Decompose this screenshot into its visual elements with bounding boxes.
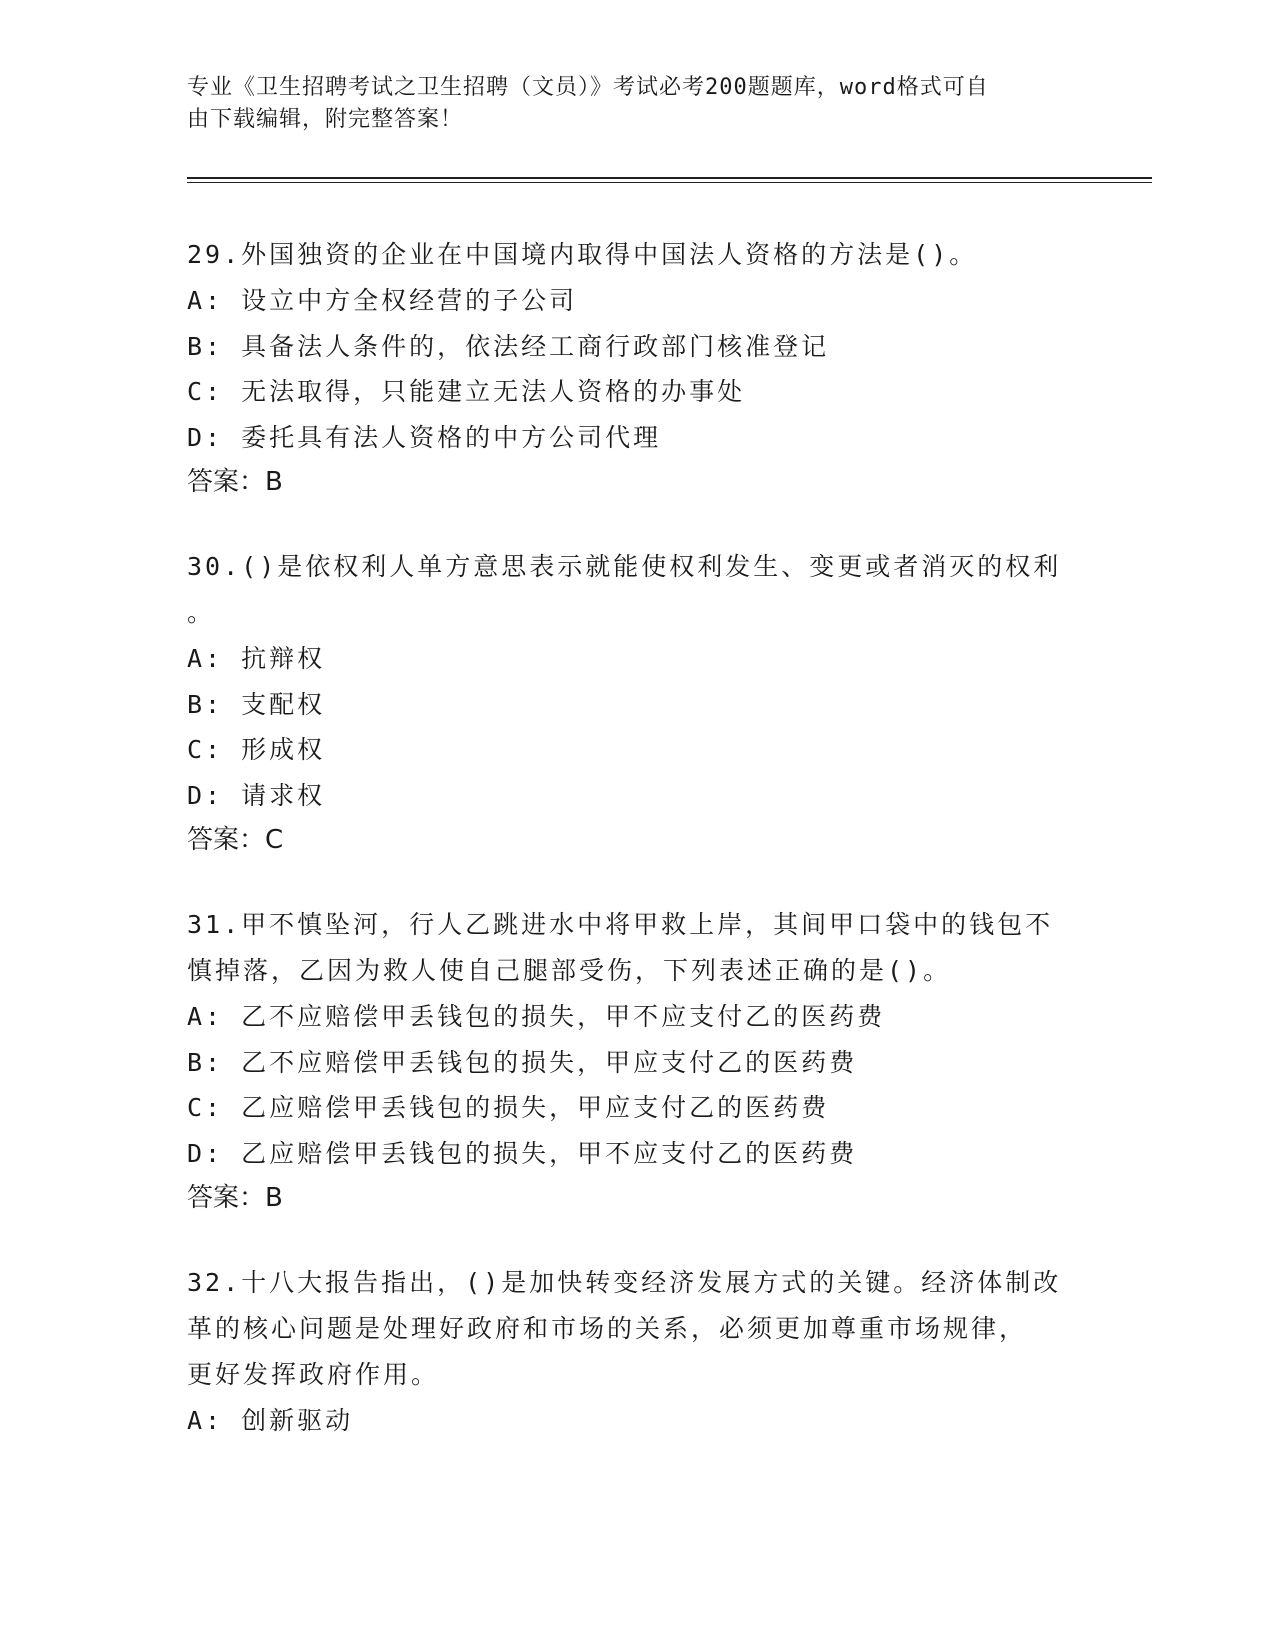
option-a: A: 抗辩权	[187, 644, 326, 673]
option-a: A: 设立中方全权经营的子公司	[187, 286, 578, 315]
question-text: 29.外国独资的企业在中国境内取得中国法人资格的方法是()。	[187, 240, 978, 269]
answer-text: 答案：B	[187, 1183, 283, 1213]
question-31	[187, 902, 1067, 1221]
question-text-continued: 革的核心问题是处理好政府和市场的关系，必须更加尊重市场规律，	[187, 1314, 1028, 1343]
question-text: 30.()是依权利人单方意思表示就能使权利发生、变更或者消灭的权利	[187, 552, 1062, 581]
question-list	[187, 232, 1067, 1483]
question-text-continued: 慎掉落，乙因为救人使自己腿部受伤，下列表述正确的是()。	[187, 956, 952, 985]
question-29	[187, 232, 1067, 505]
question-30	[187, 544, 1067, 863]
option-b: B: 具备法人条件的，依法经工商行政部门核准登记	[187, 331, 830, 361]
answer-text: 答案：B	[187, 467, 283, 497]
header-divider	[187, 177, 1152, 179]
option-d: D: 委托具有法人资格的中方公司代理	[187, 422, 662, 452]
option-c: C: 形成权	[187, 735, 326, 764]
option-d: D: 乙应赔偿甲丢钱包的损失，甲不应支付乙的医药费	[187, 1138, 858, 1168]
header-line-2: 由下载编辑，附完整答案！	[187, 107, 464, 132]
option-c: C: 乙应赔偿甲丢钱包的损失，甲应支付乙的医药费	[187, 1093, 830, 1122]
option-d: D: 请求权	[187, 780, 326, 810]
option-a: A: 乙不应赔偿甲丢钱包的损失，甲不应支付乙的医药费	[187, 1002, 886, 1031]
header-divider-thin	[187, 182, 1152, 183]
option-a: A: 创新驱动	[187, 1406, 354, 1435]
option-b: B: 支配权	[187, 689, 326, 719]
question-text: 31.甲不慎坠河，行人乙跳进水中将甲救上岸，其间甲口袋中的钱包不	[187, 910, 1054, 939]
answer-text: 答案：C	[187, 825, 284, 855]
document-header	[187, 72, 1067, 136]
header-line-1: 专业《卫生招聘考试之卫生招聘（文员）》考试必考200题题库，word格式可自	[187, 75, 989, 100]
question-32	[187, 1260, 1067, 1444]
question-text-continued: 。	[187, 598, 216, 627]
option-b: B: 乙不应赔偿甲丢钱包的损失，甲应支付乙的医药费	[187, 1047, 858, 1077]
option-c: C: 无法取得，只能建立无法人资格的办事处	[187, 377, 746, 406]
question-text-continued: 更好发挥政府作用。	[187, 1360, 440, 1389]
question-text: 32.十八大报告指出，()是加快转变经济发展方式的关键。经济体制改	[187, 1268, 1062, 1297]
